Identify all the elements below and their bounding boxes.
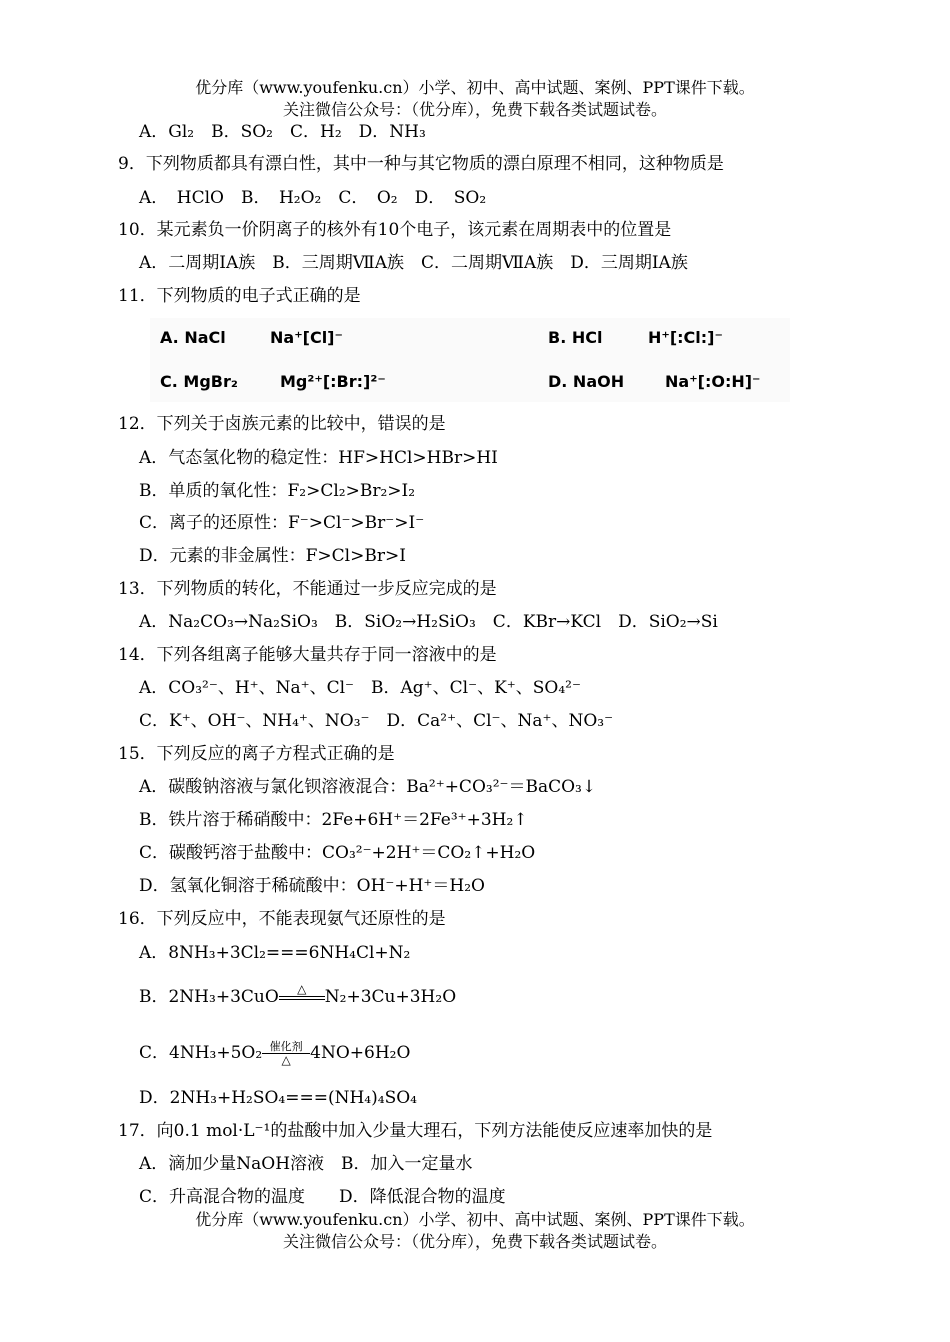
q11-option-d-label: D. NaOH bbox=[548, 372, 625, 391]
heat-symbol: △ bbox=[297, 981, 307, 996]
q11-option-c-formula: Mg²⁺[:Br:]²⁻ bbox=[280, 372, 386, 391]
q12-stem: 12．下列关于卤族元素的比较中，错误的是 bbox=[118, 414, 446, 434]
header-line-2: 关注微信公众号：（优分库），免费下载各类试题试卷。 bbox=[282, 100, 667, 119]
q11-option-a-formula: Na⁺[Cl]⁻ bbox=[270, 328, 343, 347]
q17-stem: 17．向0.1 mol·L⁻¹的盐酸中加入少量大理石，下列方法能使反应速率加快的是 bbox=[118, 1121, 713, 1141]
q11-option-d-formula: Na⁺[:O:H]⁻ bbox=[665, 372, 761, 391]
q15-option-c: C．碳酸钙溶于盐酸中：CO₃²⁻+2H⁺＝CO₂↑+H₂O bbox=[139, 843, 536, 863]
q13-stem: 13．下列物质的转化，不能通过一步反应完成的是 bbox=[118, 579, 497, 599]
q16-option-b bbox=[139, 978, 456, 1016]
q16-option-c bbox=[139, 1034, 410, 1072]
q12-option-a: A．气态氢化物的稳定性：HF>HCl>HBr>HI bbox=[139, 448, 498, 468]
q16-b-products: N₂+3Cu+3H₂O bbox=[324, 987, 457, 1007]
q16-option-d: D．2NH₃+H₂SO₄===(NH₄)₄SO₄ bbox=[139, 1088, 417, 1108]
q12-option-b: B．单质的氧化性：F₂>Cl₂>Br₂>I₂ bbox=[139, 481, 416, 501]
q16-b-reactants: B．2NH₃+3CuO bbox=[139, 987, 279, 1007]
q15-option-b: B．铁片溶于稀硝酸中：2Fe+6H⁺＝2Fe³⁺+3H₂↑ bbox=[139, 810, 528, 830]
catalyst-label: 催化剂 bbox=[269, 1039, 303, 1053]
q11-option-b-label: B. HCl bbox=[548, 328, 603, 347]
q11-option-a-label: A. NaCl bbox=[160, 328, 226, 347]
q14-stem: 14．下列各组离子能够大量共存于同一溶液中的是 bbox=[118, 645, 497, 665]
header-line-1: 优分库（www.youfenku.cn）小学、初中、高中试题、案例、PPT课件下载。 bbox=[195, 78, 755, 97]
q16-stem: 16．下列反应中，不能表现氨气还原性的是 bbox=[118, 909, 446, 929]
q10-options: A．二周期IA族 B．三周期ⅦA族 C．二周期ⅦA族 D．三周期IA族 bbox=[139, 253, 688, 273]
q12-option-c: C．离子的还原性：F⁻>Cl⁻>Br⁻>I⁻ bbox=[139, 513, 425, 533]
q14-options-cd: C．K⁺、OH⁻、NH₄⁺、NO₃⁻ D．Ca²⁺、Cl⁻、Na⁺、NO₃⁻ bbox=[139, 711, 614, 731]
q11-stem: 11．下列物质的电子式正确的是 bbox=[118, 286, 361, 306]
q11-option-b-formula: H⁺[:Cl:]⁻ bbox=[648, 328, 723, 347]
footer-line-2: 关注微信公众号：（优分库），免费下载各类试题试卷。 bbox=[282, 1232, 667, 1251]
reaction-catalyst-arrow bbox=[262, 1041, 310, 1067]
q8-options: A．Gl₂ B．SO₂ C．H₂ D．NH₃ bbox=[139, 122, 426, 142]
lewis-structures-figure bbox=[150, 318, 790, 402]
q15-option-a: A．碳酸钠溶液与氯化钡溶液混合：Ba²⁺+CO₃²⁻＝BaCO₃↓ bbox=[139, 777, 597, 797]
q15-option-d: D．氢氧化铜溶于稀硫酸中：OH⁻+H⁺＝H₂O bbox=[139, 876, 485, 896]
q12-option-d: D．元素的非金属性：F>Cl>Br>I bbox=[139, 546, 406, 566]
q11-option-c-label: C. MgBr₂ bbox=[160, 372, 238, 391]
q16-c-products: 4NO+6H₂O bbox=[310, 1043, 411, 1063]
q17-options-cd: C．升高混合物的温度 D．降低混合物的温度 bbox=[139, 1187, 506, 1207]
q13-options: A．Na₂CO₃→Na₂SiO₃ B．SiO₂→H₂SiO₃ C．KBr→KCl D．SiO₂→Si bbox=[139, 612, 718, 632]
q17-options-ab: A．滴加少量NaOH溶液 B．加入一定量水 bbox=[139, 1154, 473, 1174]
q14-options-ab: A．CO₃²⁻、H⁺、Na⁺、Cl⁻ B．Ag⁺、Cl⁻、K⁺、SO₄²⁻ bbox=[139, 678, 581, 698]
footer-line-1: 优分库（www.youfenku.cn）小学、初中、高中试题、案例、PPT课件下载。 bbox=[195, 1210, 755, 1229]
q10-stem: 10．某元素负一价阴离子的核外有10个电子，该元素在周期表中的位置是 bbox=[118, 220, 672, 240]
heat-symbol: △ bbox=[281, 1052, 291, 1067]
q9-stem: 9．下列物质都具有漂白性，其中一种与其它物质的漂白原理不相同，这种物质是 bbox=[118, 154, 724, 174]
q16-c-reactants: C．4NH₃+5O₂ bbox=[139, 1043, 263, 1063]
q15-stem: 15．下列反应的离子方程式正确的是 bbox=[118, 744, 395, 764]
q16-option-a: A．8NH₃+3Cl₂===6NH₄Cl+N₂ bbox=[139, 943, 411, 963]
q9-options: A． HClO B． H₂O₂ C． O₂ D． SO₂ bbox=[139, 188, 487, 208]
reaction-heat-arrow bbox=[279, 983, 325, 1013]
